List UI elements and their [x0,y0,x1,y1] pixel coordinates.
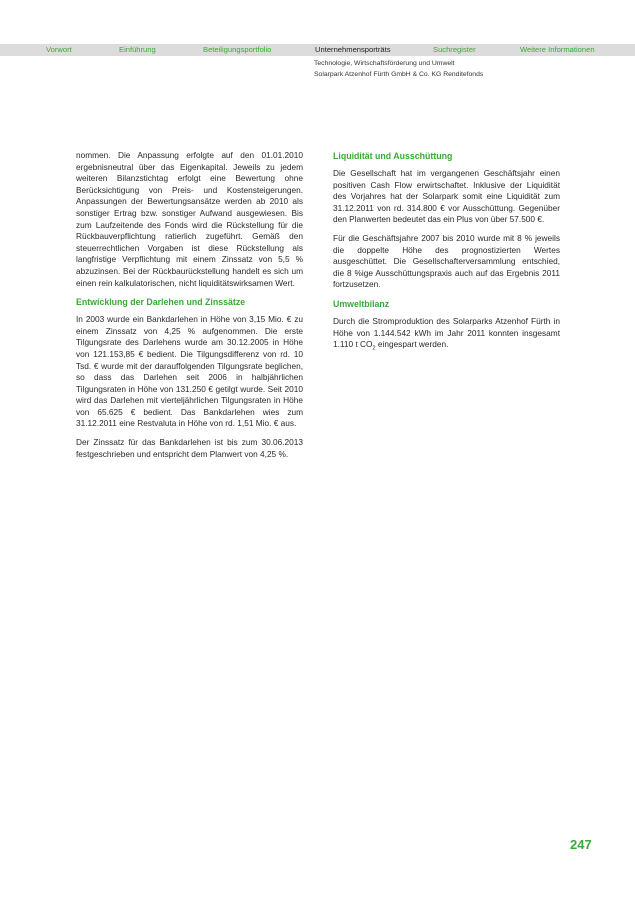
nav-beteiligungsportfolio[interactable]: Beteiligungsportfolio [203,45,272,54]
paragraph: Der Zinssatz für das Bankdarlehen ist bis zum 30.06.2013 festgeschrieben und entspricht dem Planwert von 4,25 %. [76,437,303,459]
nav-vorwort[interactable]: Vorwort [46,45,72,54]
paragraph-text: Durch die Stromproduktion des Solarparks Atzenhof Fürth in Höhe von 1.144.542 kWh im Jahr 2011 konnten insgesamt 1.110 t CO [333,315,560,350]
company-name: Solarpark Atzenhof Fürth GmbH & Co. KG Renditefonds [314,71,484,78]
paragraph: Die Gesellschaft hat im vergangenen Geschäftsjahr einen positiven Cash Flow erwirtschaftet. Inklusive der Liquidität des Vorjahres hat der Solarpark somit eine Liquidität zum 31.12.2011 von rd. 314.800 € vor Ausschüttung. Gegenüber den Planwerten bedeutet das ein Plus von über 57.500 €. [333,168,560,225]
left-column [76,150,303,467]
paragraph-text-end: eingespart werden. [375,339,449,350]
paragraph: nommen. Die Anpassung erfolgte auf den 01.01.2010 ergebnisneutral über das Eigenkapital. Jeweils zu jedem weiteren Bilanzstichtag erfolgt eine Bewertung ohne Berücksichtigung von Preis- und Kostensteigerungen. Anpassungen der Bewertungsansätze werden ab 2010 als sonstiger Ertrag bzw. sonstiger Aufwand ausgewiesen. Bis zum Laufzeitende des Fonds wird die Rückstellung für die Rückbauverpflichtung ratierlich zugeführt. Gemäß den steuerrechtlichen Vorgaben ist diese Rückstellung als langfristige Verpflichtung mit einem Zinssatz von 5,5 % abzuzinsen. Bei der Rückbaurückstellung handelt es sich um einen rein kalkulatorischen, nicht liquiditätswirksamen Wert. [76,150,303,288]
paragraph: Für die Geschäftsjahre 2007 bis 2010 wurde mit 8 % jeweils die doppelte Höhe des prognostizierten Wertes ausgeschüttet. Die Gesellschafterversammlung entschied, die 8 %ige Ausschüttungspraxis auch auf das Ergebnis 2011 fortzusetzen. [333,232,560,290]
paragraph [333,316,560,351]
top-navigation [0,44,635,56]
section-category: Technologie, Wirtschaftsförderung und Umwelt [314,60,455,67]
nav-unternehmensportraets[interactable]: Unternehmensporträts [315,45,391,54]
nav-weitere-informationen[interactable]: Weitere Informationen [520,45,595,54]
section-heading: Liquidität und Ausschüttung [333,151,453,161]
subscript: 2 [372,345,376,352]
page-number: 247 [570,837,592,852]
section-heading: Entwicklung der Darlehen und Zinssätze [76,297,246,308]
nav-suchregister[interactable]: Suchregister [433,45,476,54]
section-heading: Umweltbilanz [333,298,390,309]
nav-einfuehrung[interactable]: Einführung [119,45,156,54]
right-column [333,150,560,358]
paragraph: In 2003 wurde ein Bankdarlehen in Höhe von 3,15 Mio. € zu einem Zinssatz von 4,25 % aufgenommen. Die erste Tilgungsrate des Darlehens wurde am 30.12.2005 in Höhe von 121.153,85 € bedient. Die Tilgungsdifferenz von rd. 10 Tsd. € wurde mit der darauffolgenden Tilgungsrate beglichen, so dass das Darlehen seit 2006 in halbjährlichen Tilgungsraten in Höhe von 131.250 € getilgt wurde. Seit 2010 wird das Darlehen mit vierteljährlichen Tilgungsraten in Höhe von 65.625 € bedient. Das Bankdarlehen wies zum 31.12.2011 eine Restvaluta in Höhe von rd. 1,51 Mio. € aus. [76,314,303,429]
